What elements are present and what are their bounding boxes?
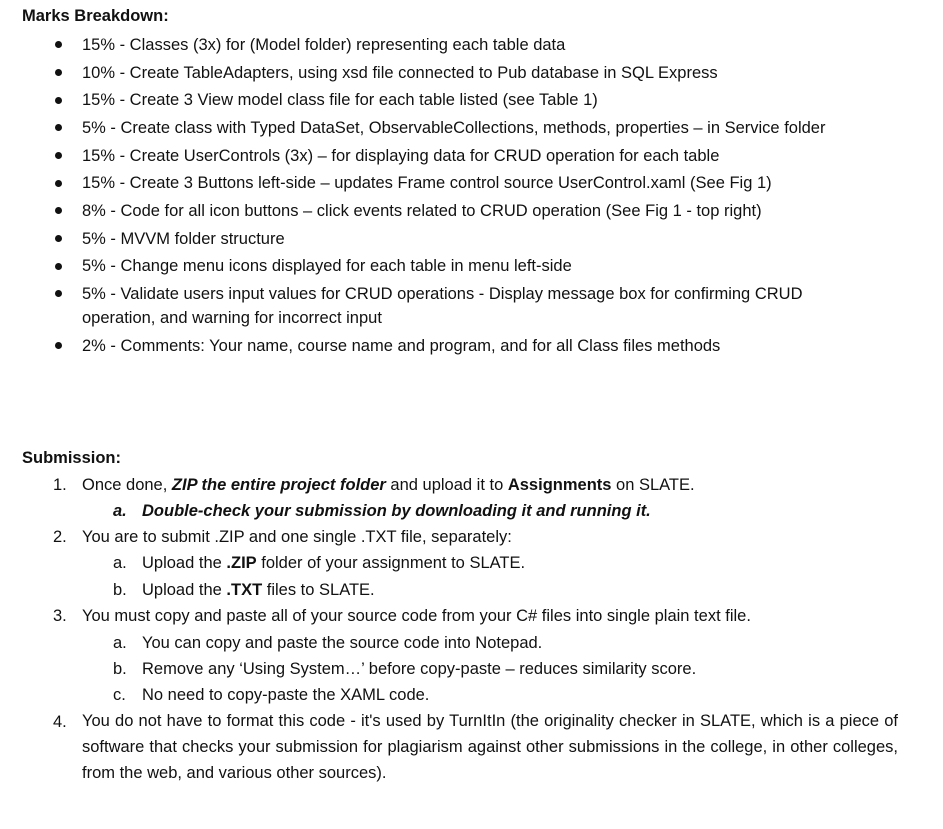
bullet-icon	[55, 180, 62, 187]
submission-heading: Submission:	[22, 449, 122, 467]
bullet-icon	[55, 124, 62, 131]
list-item: 15% - Create 3 Buttons left-side – updates Frame control source UserControl.xaml (See Fig 1)	[82, 174, 772, 192]
sub-list-letter: a.	[113, 502, 127, 520]
step-emphasis: .ZIP	[226, 554, 257, 572]
sub-list-letter: a.	[113, 634, 127, 652]
list-item: 5% - Change menu icons displayed for each table in menu left-side	[82, 257, 572, 275]
submission-step-1a: Double-check your submission by downloading it and running it.	[142, 502, 651, 520]
bullet-icon	[55, 263, 62, 270]
list-number: 2.	[53, 528, 67, 546]
bullet-icon	[55, 207, 62, 214]
submission-step-3b: Remove any ‘Using System…’ before copy-paste – reduces similarity score.	[142, 660, 697, 678]
step-emphasis: .TXT	[226, 581, 263, 599]
submission-step-2: You are to submit .ZIP and one single .TXT file, separately:	[82, 528, 512, 546]
step-text: Once done,	[82, 476, 172, 494]
list-item: 10% - Create TableAdapters, using xsd file connected to Pub database in SQL Express	[82, 64, 718, 82]
step-emphasis: Assignments	[507, 476, 612, 494]
bullet-icon	[55, 41, 62, 48]
submission-step-3: You must copy and paste all of your source code from your C# files into single plain text file.	[82, 607, 751, 625]
list-item: 15% - Create UserControls (3x) – for displaying data for CRUD operation for each table	[82, 147, 720, 165]
list-item: 5% - MVVM folder structure	[82, 230, 285, 248]
step-text: Upload the	[142, 554, 227, 572]
bullet-icon	[55, 97, 62, 104]
list-number: 3.	[53, 607, 67, 625]
list-item: 15% - Create 3 View model class file for each table listed (see Table 1)	[82, 91, 598, 109]
submission-step-3a: You can copy and paste the source code into Notepad.	[142, 634, 543, 652]
step-emphasis: ZIP the entire project folder	[171, 476, 386, 494]
step-text: Upload the	[142, 581, 227, 599]
submission-step-3c: No need to copy-paste the XAML code.	[142, 686, 430, 704]
sub-list-letter: c.	[113, 686, 126, 704]
step-text: and upload it to	[385, 476, 508, 494]
sub-list-letter: b.	[113, 581, 127, 599]
marks-heading: Marks Breakdown:	[22, 7, 169, 25]
list-item: 5% - Validate users input values for CRUD operations - Display message box for confirming CRUD	[82, 285, 803, 303]
list-number: 1.	[53, 476, 67, 494]
step-text: files to SLATE.	[262, 581, 375, 599]
step-text: folder of your assignment to SLATE.	[256, 554, 526, 572]
submission-step-1	[82, 474, 695, 496]
list-item: 15% - Classes (3x) for (Model folder) representing each table data	[82, 36, 566, 54]
list-number: 4.	[53, 713, 67, 731]
bullet-icon	[55, 69, 62, 76]
sub-list-letter: a.	[113, 554, 127, 572]
list-item: 8% - Code for all icon buttons – click events related to CRUD operation (See Fig 1 - top right)	[82, 202, 762, 220]
list-item: 5% - Create class with Typed DataSet, ObservableCollections, methods, properties – in Service folder	[82, 119, 826, 137]
list-item: 2% - Comments: Your name, course name and program, and for all Class files methods	[82, 337, 721, 355]
step-text: on SLATE.	[611, 476, 695, 494]
submission-step-2a	[142, 552, 525, 574]
bullet-icon	[55, 152, 62, 159]
submission-step-4: You do not have to format this code - it's used by TurnItIn (the originality checker in SLATE, which is a piece of software that checks your submission for plagiarism against other submissions in the college, in other colleges, from the web, and various other sources).	[82, 712, 898, 782]
list-item-continuation: operation, and warning for incorrect input	[82, 309, 382, 327]
bullet-icon	[55, 235, 62, 242]
submission-step-2b	[142, 579, 375, 601]
bullet-icon	[55, 342, 62, 349]
bullet-icon	[55, 290, 62, 297]
sub-list-letter: b.	[113, 660, 127, 678]
